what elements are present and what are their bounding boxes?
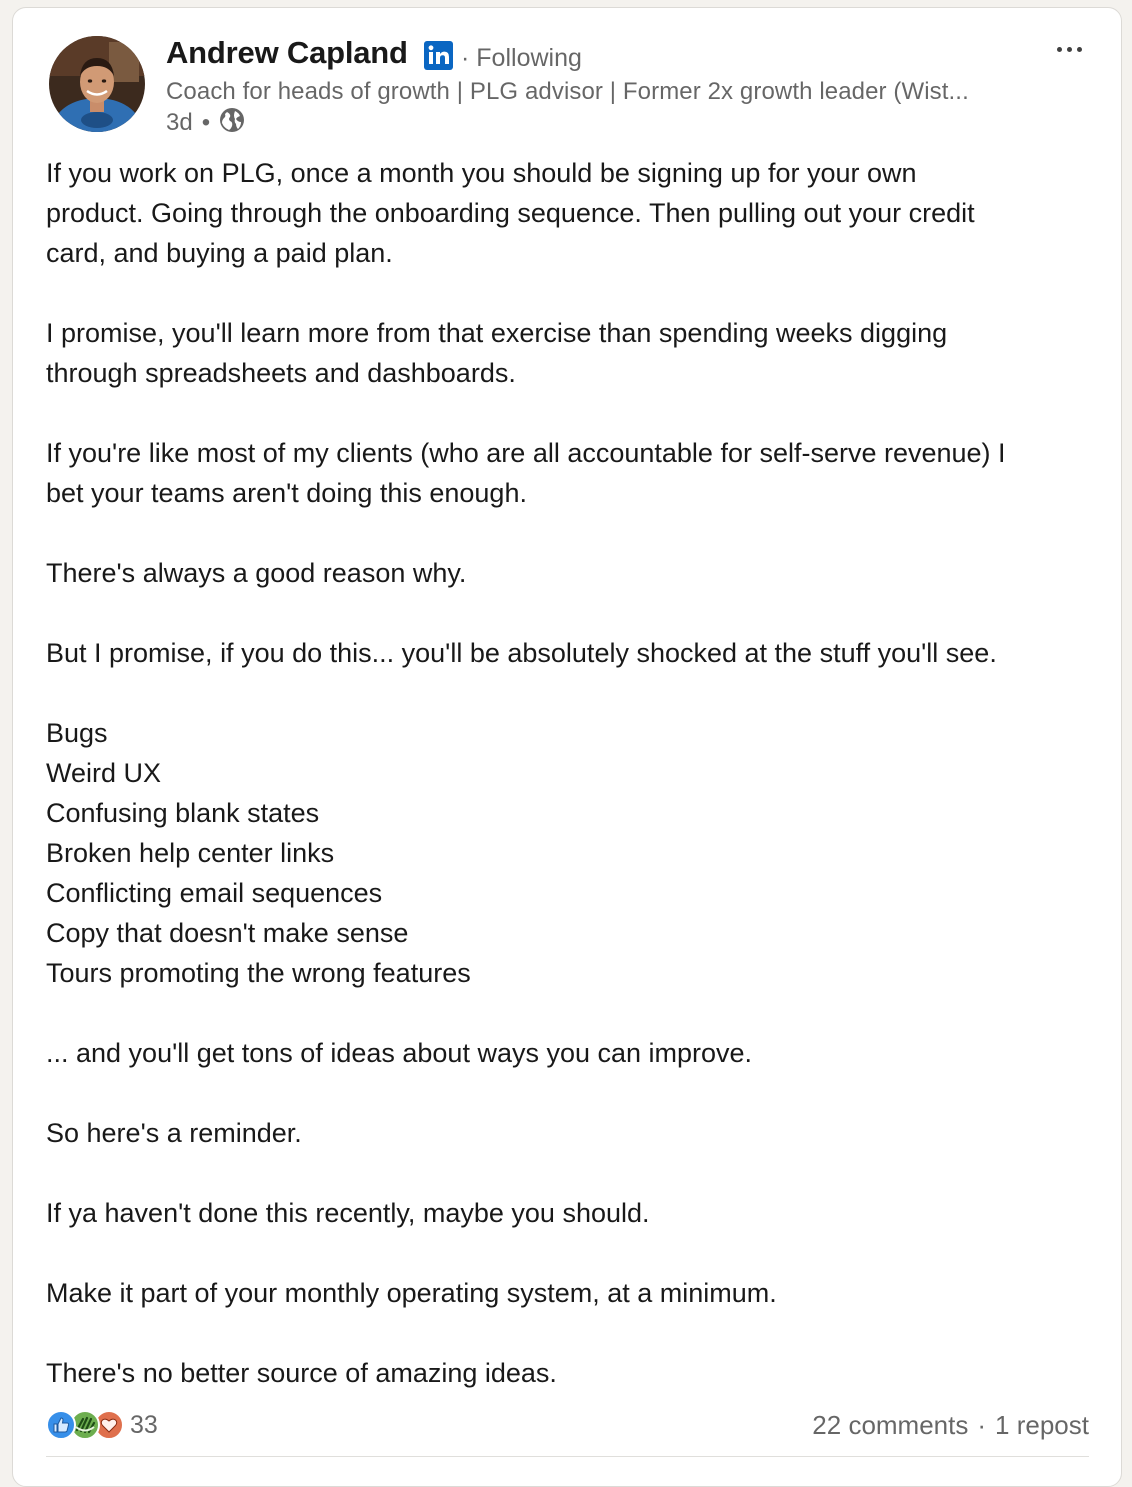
post-text-line: product. Going through the onboarding sequence. Then pulling out your credit <box>46 198 975 228</box>
more-dot <box>1067 47 1072 52</box>
linkedin-icon <box>424 41 453 70</box>
post-text-line: There's no better source of amazing ideas. <box>46 1358 557 1388</box>
post-text-line: Copy that doesn't make sense <box>46 918 409 948</box>
post-text-line: card, and buying a paid plan. <box>46 238 393 268</box>
post-text-line: Bugs <box>46 718 108 748</box>
post-text-line: But I promise, if you do this... you'll be absolutely shocked at the stuff you'll see. <box>46 638 997 668</box>
following-label[interactable]: Following <box>476 44 582 72</box>
paragraph-gap <box>46 513 1106 553</box>
post-text-line: through spreadsheets and dashboards. <box>46 358 516 388</box>
more-dot <box>1057 47 1062 52</box>
post-text-line: Confusing blank states <box>46 798 320 828</box>
post-time: 3d <box>166 109 193 136</box>
post-text-line: There's always a good reason why. <box>46 558 467 588</box>
counts-separator: · <box>977 1409 987 1440</box>
comments-count-link[interactable]: 22 comments <box>812 1409 969 1440</box>
divider <box>46 1456 1089 1457</box>
like-icon <box>46 1410 76 1440</box>
reaction-icons <box>46 1410 126 1440</box>
post-text-line: If you work on PLG, once a month you should be signing up for your own <box>46 158 917 188</box>
paragraph-gap <box>46 673 1106 713</box>
paragraph-gap <box>46 1313 1106 1353</box>
post-text-line: Tours promoting the wrong features <box>46 958 471 988</box>
follow-separator: · <box>461 44 470 72</box>
paragraph-gap <box>46 1153 1106 1193</box>
post-body <box>46 153 1106 1393</box>
post-text-line: I promise, you'll learn more from that exercise than spending weeks digging <box>46 318 948 348</box>
paragraph-gap <box>46 393 1106 433</box>
post-text-line: ... and you'll get tons of ideas about ways you can improve. <box>46 1038 753 1068</box>
paragraph-gap <box>46 1073 1106 1113</box>
post-meta <box>166 108 246 138</box>
more-options-icon[interactable] <box>1047 34 1091 64</box>
meta-separator: • <box>201 109 211 136</box>
post-text-line: Broken help center links <box>46 838 335 868</box>
paragraph-gap <box>46 993 1106 1033</box>
post-text-line: So here's a reminder. <box>46 1118 302 1148</box>
author-avatar[interactable] <box>49 36 145 132</box>
post-text-line: If ya haven't done this recently, maybe you should. <box>46 1198 650 1228</box>
post-text-line: Weird UX <box>46 758 162 788</box>
reposts-count-link[interactable]: 1 repost <box>995 1409 1089 1440</box>
post-text-line: bet your teams aren't doing this enough. <box>46 478 527 508</box>
paragraph-gap <box>46 593 1106 633</box>
social-counts <box>812 1408 1089 1442</box>
post-card <box>12 7 1122 1487</box>
reactions-summary[interactable] <box>46 1408 158 1442</box>
post-text-line: Conflicting email sequences <box>46 878 383 908</box>
author-headline: Coach for heads of growth | PLG advisor | Former 2x growth leader (Wist... <box>166 78 969 105</box>
paragraph-gap <box>46 273 1106 313</box>
follow-status <box>461 44 582 73</box>
post-text-line: If you're like most of my clients (who are all accountable for self-serve revenue) I <box>46 438 1006 468</box>
author-name[interactable]: Andrew Capland <box>166 35 408 70</box>
paragraph-gap <box>46 1233 1106 1273</box>
more-dot <box>1077 47 1082 52</box>
post-text-line: Make it part of your monthly operating system, at a minimum. <box>46 1278 777 1308</box>
globe-icon <box>218 106 246 141</box>
reaction-count: 33 <box>130 1410 158 1439</box>
